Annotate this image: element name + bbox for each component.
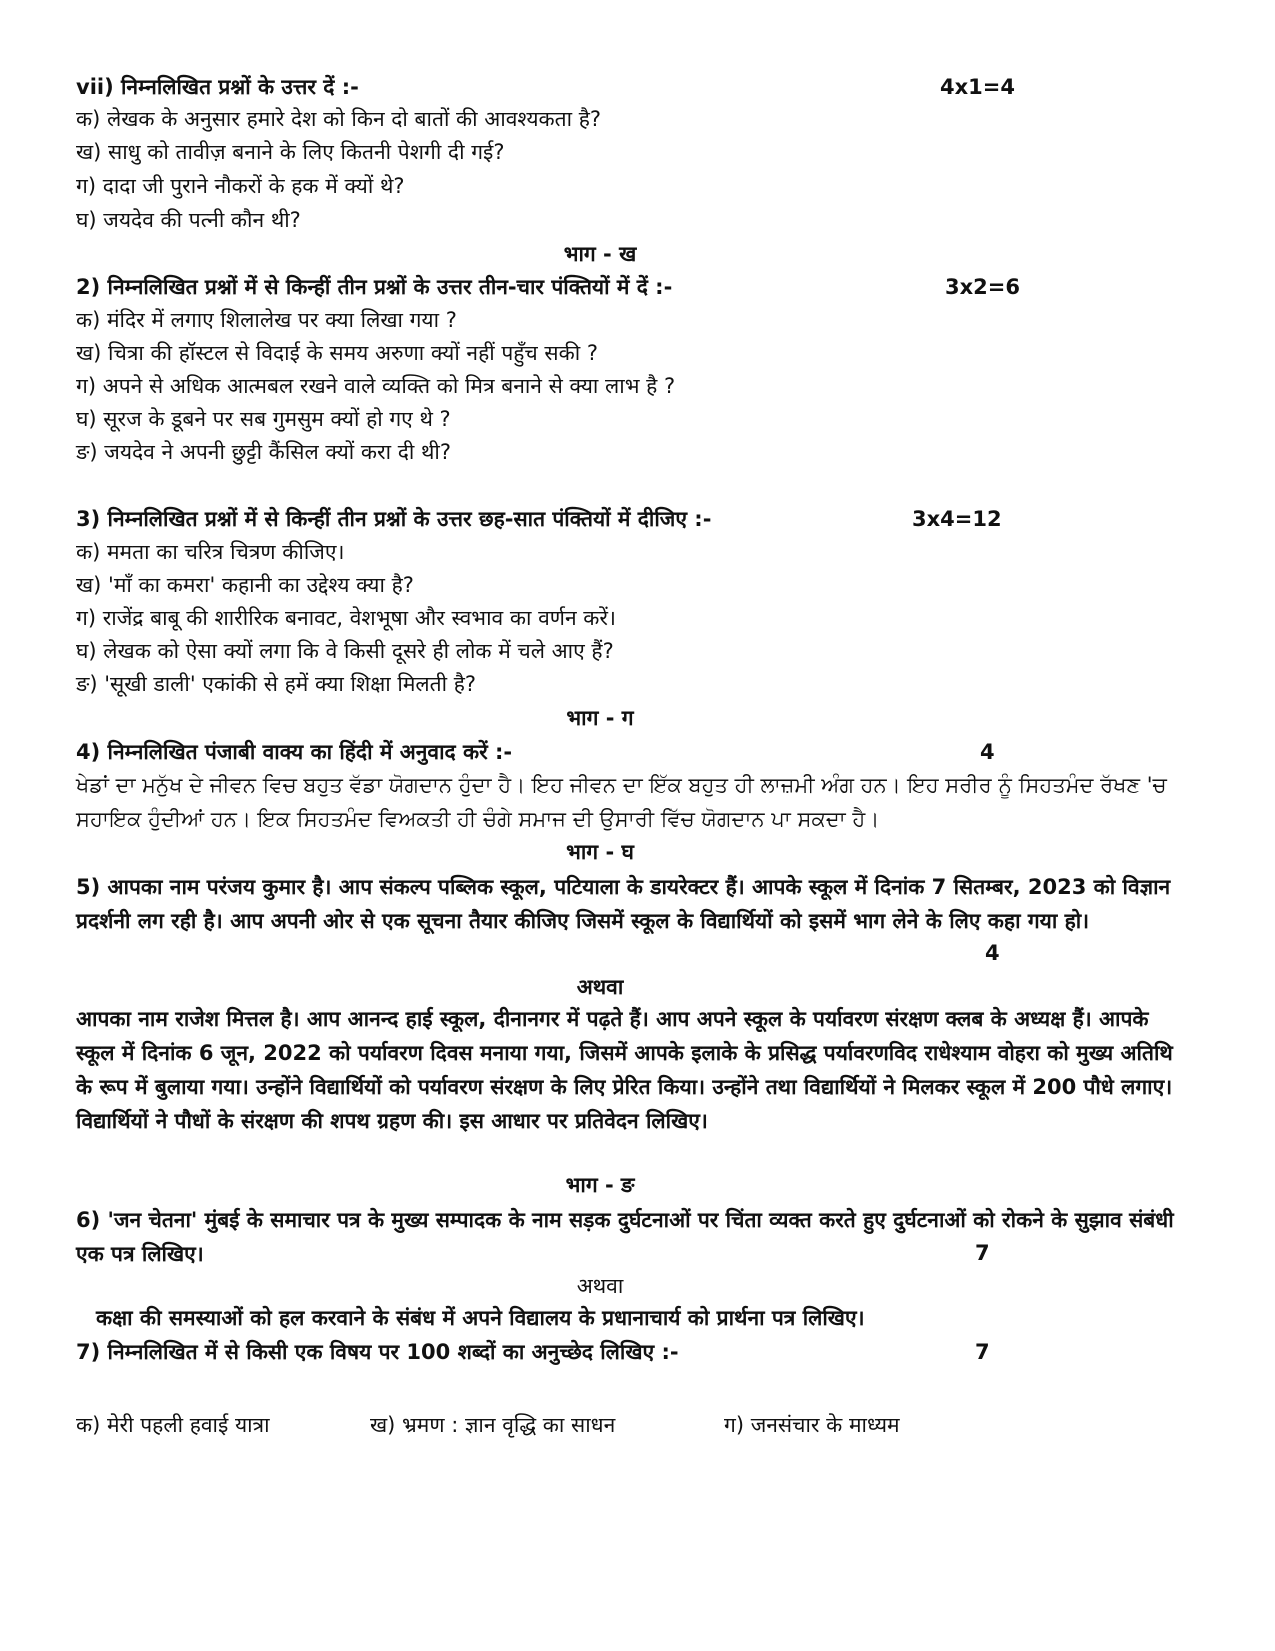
q4-punjabi-text: ਖੇਡਾਂ ਦਾ ਮਨੁੱਖ ਦੇ ਜੀਵਨ ਵਿਚ ਬਹੁਤ ਵੱਡਾ ਯੋਗਦਾਨ ਹੁੰਦਾ ਹੈ। ਇਹ ਜੀਵਨ ਦਾ ਇੱਕ ਬਹੁਤ ਹੀ ਲਾਜ਼ਮੀ ਅੰਗ ਹਨ। ਇਹ ਸਰੀਰ ਨੂੰ ਸਿਹਤਮੰਦ ਰੱਖਣ 'ਚ ਸਹਾਇਕ ਹੁੰਦੀਆਂ ਹਨ। ਇਕ ਸਿਹਤਮੰਦ ਵਿਅਕਤੀ ਹੀ ਚੰਗੇ ਸਮਾਜ ਦੀ ਉਸਾਰੀ ਵਿੱਚ ਯੋਗਦਾਨ ਪਾ ਸਕਦਾ ਹੈ। bbox=[76, 773, 1167, 831]
q2-item: क) मंदिर में लगाए शिलालेख पर क्या लिखा गया ? bbox=[76, 308, 457, 332]
q6-marks: 7 bbox=[975, 1241, 990, 1265]
section-heading-nga: भाग - ङ bbox=[565, 1173, 635, 1197]
q7vii-item: ख) साधु को तावीज़ बनाने के लिए कितनी पेशगी दी गई? bbox=[76, 140, 505, 164]
q7vii-heading: vii) निम्नलिखित प्रश्नों के उत्तर दें :- bbox=[76, 75, 359, 99]
q2-marks: 3x2=6 bbox=[945, 275, 1020, 299]
q5-text: 5) आपका नाम परंजय कुमार है। आप संकल्प पब्लिक स्कूल, पटियाला के डायरेक्टर हैं। आपके स्कूल में दिनांक 7 सितम्बर, 2023 को विज्ञान प्रदर्शनी लग रही है। आप अपनी ओर से एक सूचना तैयार कीजिए जिसमें स्कूल के विद्यार्थियों को इसमें भाग लेने के लिए कहा गया हो। bbox=[76, 875, 1171, 933]
q7-heading: 7) निम्नलिखित में से किसी एक विषय पर 100 शब्दों का अनुच्छेद लिखिए :- bbox=[76, 1340, 679, 1364]
q2-item: ख) चित्रा की हॉस्टल से विदाई के समय अरुणा क्यों नहीं पहुँच सकी ? bbox=[76, 341, 599, 365]
q2-item: घ) सूरज के डूबने पर सब गुमसुम क्यों हो गए थे ? bbox=[76, 407, 451, 431]
q7vii-item: ग) दादा जी पुराने नौकरों के हक में क्यों थे? bbox=[76, 174, 405, 198]
q2-item: ग) अपने से अधिक आत्मबल रखने वाले व्यक्ति को मित्र बनाने से क्या लाभ है ? bbox=[76, 374, 676, 398]
q7-option: ग) जनसंचार के माध्यम bbox=[724, 1413, 900, 1437]
q3-marks: 3x4=12 bbox=[912, 507, 1002, 531]
section-heading-gha: भाग - घ bbox=[566, 840, 634, 864]
q3-item: ग) राजेंद्र बाबू की शारीरिक बनावट, वेशभूषा और स्वभाव का वर्णन करें। bbox=[76, 606, 616, 630]
q7-marks: 7 bbox=[975, 1340, 990, 1364]
q6-alt-text: कक्षा की समस्याओं को हल करवाने के संबंध में अपने विद्यालय के प्रधानाचार्य को प्रार्थना पत्र लिखिए। bbox=[96, 1306, 865, 1330]
q4-heading: 4) निम्नलिखित पंजाबी वाक्य का हिंदी में अनुवाद करें :- bbox=[76, 740, 513, 764]
q5-alt-text: आपका नाम राजेश मित्तल है। आप आनन्द हाई स्कूल, दीनानगर में पढ़ते हैं। आप अपने स्कूल के पर्यावरण संरक्षण क्लब के अध्यक्ष हैं। आपके स्कूल में दिनांक 6 जून, 2022 को पर्यावरण दिवस मनाया गया, जिसमें आपके इलाके के प्रसिद्ध पर्यावरणविद राधेश्याम वोहरा को मुख्य अतिथि के रूप में बुलाया गया। उन्होंने विद्यार्थियों को पर्यावरण संरक्षण के लिए प्रेरित किया। उन्होंने तथा विद्यार्थियों ने मिलकर स्कूल में 200 पौधे लगाए। विद्यार्थियों ने पौधों के संरक्षण की शपथ ग्रहण की। इस आधार पर प्रतिवेदन लिखिए। bbox=[76, 1007, 1173, 1133]
q6-text: 6) 'जन चेतना' मुंबई के समाचार पत्र के मुख्य सम्पादक के नाम सड़क दुर्घटनाओं पर चिंता व्यक्त करते हुए दुर्घटनाओं को रोकने के सुझाव संबंधी एक पत्र लिखिए। bbox=[76, 1208, 1174, 1266]
or-label: अथवा bbox=[576, 1274, 624, 1298]
q3-item: घ) लेखक को ऐसा क्यों लगा कि वे किसी दूसरे ही लोक में चले आए हैं? bbox=[76, 639, 614, 663]
q3-heading: 3) निम्नलिखित प्रश्नों में से किन्हीं तीन प्रश्नों के उत्तर छह-सात पंक्तियों में दीजिए :- bbox=[76, 507, 712, 531]
q7vii-marks: 4x1=4 bbox=[940, 75, 1015, 99]
or-label: अथवा bbox=[576, 975, 624, 999]
q3-item: ख) 'माँ का कमरा' कहानी का उद्देश्य क्या है? bbox=[76, 573, 414, 597]
q7vii-item: क) लेखक के अनुसार हमारे देश को किन दो बातों की आवश्यकता है? bbox=[76, 107, 602, 131]
q5-marks: 4 bbox=[985, 941, 1000, 965]
q2-heading: 2) निम्नलिखित प्रश्नों में से किन्हीं तीन प्रश्नों के उत्तर तीन-चार पंक्तियों में दें :- bbox=[76, 275, 673, 299]
q3-item: क) ममता का चरित्र चित्रण कीजिए। bbox=[76, 540, 345, 564]
q3-item: ङ) 'सूखी डाली' एकांकी से हमें क्या शिक्षा मिलती है? bbox=[76, 672, 477, 696]
q7-option: ख) भ्रमण : ज्ञान वृद्धि का साधन bbox=[370, 1413, 616, 1437]
q4-marks: 4 bbox=[980, 740, 995, 764]
section-heading-kha: भाग - ख bbox=[563, 242, 637, 266]
section-heading-ga: भाग - ग bbox=[566, 706, 634, 730]
q7-option: क) मेरी पहली हवाई यात्रा bbox=[76, 1413, 270, 1437]
q7vii-item: घ) जयदेव की पत्नी कौन थी? bbox=[76, 208, 301, 232]
q2-item: ङ) जयदेव ने अपनी छुट्टी कैंसिल क्यों करा दी थी? bbox=[76, 440, 451, 464]
